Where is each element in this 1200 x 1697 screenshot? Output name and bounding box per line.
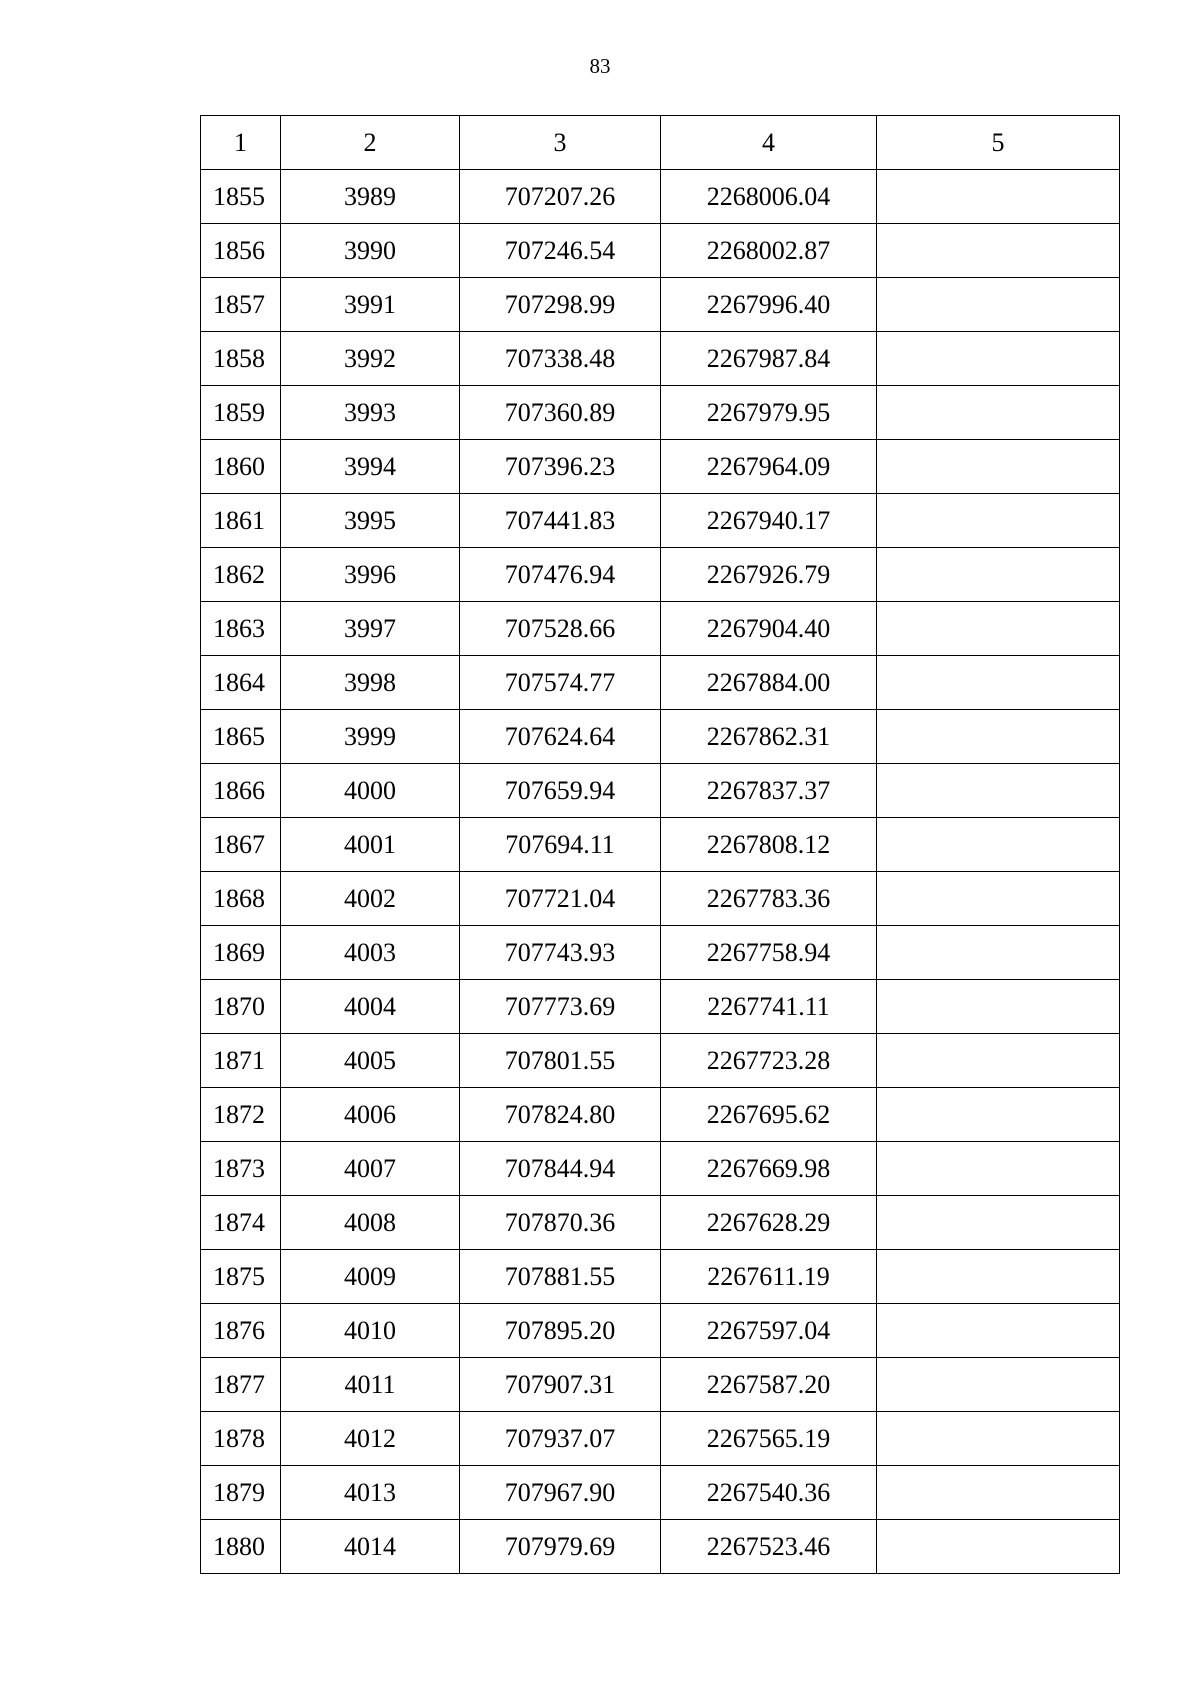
table-row xyxy=(201,1358,1120,1412)
vertex-number-cell: 4004 xyxy=(281,980,460,1034)
table-row xyxy=(201,1520,1120,1574)
point-number-cell: 1874 xyxy=(201,1196,281,1250)
point-number-cell: 1878 xyxy=(201,1412,281,1466)
x-coordinate-cell: 707870.36 xyxy=(460,1196,661,1250)
note-cell xyxy=(877,602,1120,656)
column-header-2: 2 xyxy=(281,116,460,170)
x-coordinate-cell: 707824.80 xyxy=(460,1088,661,1142)
x-coordinate-cell: 707881.55 xyxy=(460,1250,661,1304)
point-number-cell: 1877 xyxy=(201,1358,281,1412)
y-coordinate-cell: 2267996.40 xyxy=(661,278,877,332)
x-coordinate-cell: 707246.54 xyxy=(460,224,661,278)
point-number-cell: 1861 xyxy=(201,494,281,548)
note-cell xyxy=(877,710,1120,764)
column-header-1: 1 xyxy=(201,116,281,170)
point-number-cell: 1856 xyxy=(201,224,281,278)
y-coordinate-cell: 2267695.62 xyxy=(661,1088,877,1142)
y-coordinate-cell: 2267523.46 xyxy=(661,1520,877,1574)
point-number-cell: 1855 xyxy=(201,170,281,224)
table-row xyxy=(201,1142,1120,1196)
vertex-number-cell: 4003 xyxy=(281,926,460,980)
y-coordinate-cell: 2267783.36 xyxy=(661,872,877,926)
point-number-cell: 1873 xyxy=(201,1142,281,1196)
note-cell xyxy=(877,764,1120,818)
note-cell xyxy=(877,278,1120,332)
vertex-number-cell: 3995 xyxy=(281,494,460,548)
note-cell xyxy=(877,1196,1120,1250)
table-row xyxy=(201,602,1120,656)
point-number-cell: 1879 xyxy=(201,1466,281,1520)
y-coordinate-cell: 2267940.17 xyxy=(661,494,877,548)
table-row xyxy=(201,980,1120,1034)
y-coordinate-cell: 2267723.28 xyxy=(661,1034,877,1088)
note-cell xyxy=(877,332,1120,386)
table-body xyxy=(201,116,1120,1574)
x-coordinate-cell: 707773.69 xyxy=(460,980,661,1034)
x-coordinate-cell: 707743.93 xyxy=(460,926,661,980)
y-coordinate-cell: 2267628.29 xyxy=(661,1196,877,1250)
point-number-cell: 1863 xyxy=(201,602,281,656)
vertex-number-cell: 3993 xyxy=(281,386,460,440)
x-coordinate-cell: 707574.77 xyxy=(460,656,661,710)
point-number-cell: 1862 xyxy=(201,548,281,602)
x-coordinate-cell: 707441.83 xyxy=(460,494,661,548)
table-row xyxy=(201,818,1120,872)
point-number-cell: 1869 xyxy=(201,926,281,980)
table-header-row xyxy=(201,116,1120,170)
x-coordinate-cell: 707979.69 xyxy=(460,1520,661,1574)
x-coordinate-cell: 707624.64 xyxy=(460,710,661,764)
y-coordinate-cell: 2267884.00 xyxy=(661,656,877,710)
y-coordinate-cell: 2267987.84 xyxy=(661,332,877,386)
y-coordinate-cell: 2267565.19 xyxy=(661,1412,877,1466)
table-row xyxy=(201,1412,1120,1466)
point-number-cell: 1865 xyxy=(201,710,281,764)
y-coordinate-cell: 2267587.20 xyxy=(661,1358,877,1412)
vertex-number-cell: 4005 xyxy=(281,1034,460,1088)
x-coordinate-cell: 707721.04 xyxy=(460,872,661,926)
table-row xyxy=(201,1304,1120,1358)
y-coordinate-cell: 2267611.19 xyxy=(661,1250,877,1304)
y-coordinate-cell: 2267904.40 xyxy=(661,602,877,656)
vertex-number-cell: 4006 xyxy=(281,1088,460,1142)
vertex-number-cell: 3990 xyxy=(281,224,460,278)
x-coordinate-cell: 707396.23 xyxy=(460,440,661,494)
note-cell xyxy=(877,548,1120,602)
table-row xyxy=(201,1088,1120,1142)
table-row xyxy=(201,548,1120,602)
y-coordinate-cell: 2267837.37 xyxy=(661,764,877,818)
point-number-cell: 1868 xyxy=(201,872,281,926)
vertex-number-cell: 3996 xyxy=(281,548,460,602)
note-cell xyxy=(877,1250,1120,1304)
y-coordinate-cell: 2267758.94 xyxy=(661,926,877,980)
y-coordinate-cell: 2267979.95 xyxy=(661,386,877,440)
note-cell xyxy=(877,1142,1120,1196)
column-header-3: 3 xyxy=(460,116,661,170)
vertex-number-cell: 4009 xyxy=(281,1250,460,1304)
x-coordinate-cell: 707801.55 xyxy=(460,1034,661,1088)
table-row xyxy=(201,1034,1120,1088)
x-coordinate-cell: 707694.11 xyxy=(460,818,661,872)
table-row xyxy=(201,494,1120,548)
table-row xyxy=(201,710,1120,764)
table-row xyxy=(201,170,1120,224)
point-number-cell: 1870 xyxy=(201,980,281,1034)
table-row xyxy=(201,764,1120,818)
note-cell xyxy=(877,386,1120,440)
vertex-number-cell: 3992 xyxy=(281,332,460,386)
note-cell xyxy=(877,1466,1120,1520)
table-row xyxy=(201,872,1120,926)
x-coordinate-cell: 707298.99 xyxy=(460,278,661,332)
x-coordinate-cell: 707659.94 xyxy=(460,764,661,818)
note-cell xyxy=(877,1034,1120,1088)
vertex-number-cell: 3999 xyxy=(281,710,460,764)
table-row xyxy=(201,1196,1120,1250)
y-coordinate-cell: 2268006.04 xyxy=(661,170,877,224)
x-coordinate-cell: 707207.26 xyxy=(460,170,661,224)
note-cell xyxy=(877,224,1120,278)
table-row xyxy=(201,224,1120,278)
vertex-number-cell: 4007 xyxy=(281,1142,460,1196)
y-coordinate-cell: 2267926.79 xyxy=(661,548,877,602)
table-row xyxy=(201,1466,1120,1520)
note-cell xyxy=(877,1412,1120,1466)
page-number: 83 xyxy=(589,54,611,78)
point-number-cell: 1875 xyxy=(201,1250,281,1304)
point-number-cell: 1876 xyxy=(201,1304,281,1358)
note-cell xyxy=(877,440,1120,494)
vertex-number-cell: 4001 xyxy=(281,818,460,872)
x-coordinate-cell: 707360.89 xyxy=(460,386,661,440)
point-number-cell: 1867 xyxy=(201,818,281,872)
column-header-5: 5 xyxy=(877,116,1120,170)
y-coordinate-cell: 2268002.87 xyxy=(661,224,877,278)
x-coordinate-cell: 707967.90 xyxy=(460,1466,661,1520)
point-number-cell: 1871 xyxy=(201,1034,281,1088)
vertex-number-cell: 3989 xyxy=(281,170,460,224)
note-cell xyxy=(877,1088,1120,1142)
vertex-number-cell: 3997 xyxy=(281,602,460,656)
note-cell xyxy=(877,1304,1120,1358)
table-row xyxy=(201,926,1120,980)
coordinates-table xyxy=(200,115,1120,1574)
vertex-number-cell: 4011 xyxy=(281,1358,460,1412)
x-coordinate-cell: 707895.20 xyxy=(460,1304,661,1358)
point-number-cell: 1872 xyxy=(201,1088,281,1142)
table-row xyxy=(201,332,1120,386)
column-header-4: 4 xyxy=(661,116,877,170)
point-number-cell: 1858 xyxy=(201,332,281,386)
point-number-cell: 1880 xyxy=(201,1520,281,1574)
point-number-cell: 1860 xyxy=(201,440,281,494)
table-row xyxy=(201,656,1120,710)
point-number-cell: 1857 xyxy=(201,278,281,332)
point-number-cell: 1866 xyxy=(201,764,281,818)
vertex-number-cell: 4012 xyxy=(281,1412,460,1466)
note-cell xyxy=(877,170,1120,224)
y-coordinate-cell: 2267808.12 xyxy=(661,818,877,872)
vertex-number-cell: 3998 xyxy=(281,656,460,710)
point-number-cell: 1864 xyxy=(201,656,281,710)
y-coordinate-cell: 2267741.11 xyxy=(661,980,877,1034)
vertex-number-cell: 4014 xyxy=(281,1520,460,1574)
vertex-number-cell: 4010 xyxy=(281,1304,460,1358)
note-cell xyxy=(877,656,1120,710)
note-cell xyxy=(877,818,1120,872)
table-row xyxy=(201,278,1120,332)
y-coordinate-cell: 2267597.04 xyxy=(661,1304,877,1358)
vertex-number-cell: 4013 xyxy=(281,1466,460,1520)
x-coordinate-cell: 707844.94 xyxy=(460,1142,661,1196)
note-cell xyxy=(877,1358,1120,1412)
vertex-number-cell: 3994 xyxy=(281,440,460,494)
note-cell xyxy=(877,926,1120,980)
note-cell xyxy=(877,1520,1120,1574)
note-cell xyxy=(877,494,1120,548)
y-coordinate-cell: 2267540.36 xyxy=(661,1466,877,1520)
table-row xyxy=(201,1250,1120,1304)
y-coordinate-cell: 2267964.09 xyxy=(661,440,877,494)
table-row xyxy=(201,440,1120,494)
vertex-number-cell: 3991 xyxy=(281,278,460,332)
x-coordinate-cell: 707907.31 xyxy=(460,1358,661,1412)
y-coordinate-cell: 2267669.98 xyxy=(661,1142,877,1196)
note-cell xyxy=(877,872,1120,926)
note-cell xyxy=(877,980,1120,1034)
vertex-number-cell: 4008 xyxy=(281,1196,460,1250)
vertex-number-cell: 4000 xyxy=(281,764,460,818)
point-number-cell: 1859 xyxy=(201,386,281,440)
x-coordinate-cell: 707528.66 xyxy=(460,602,661,656)
y-coordinate-cell: 2267862.31 xyxy=(661,710,877,764)
x-coordinate-cell: 707937.07 xyxy=(460,1412,661,1466)
table-row xyxy=(201,386,1120,440)
x-coordinate-cell: 707338.48 xyxy=(460,332,661,386)
x-coordinate-cell: 707476.94 xyxy=(460,548,661,602)
vertex-number-cell: 4002 xyxy=(281,872,460,926)
